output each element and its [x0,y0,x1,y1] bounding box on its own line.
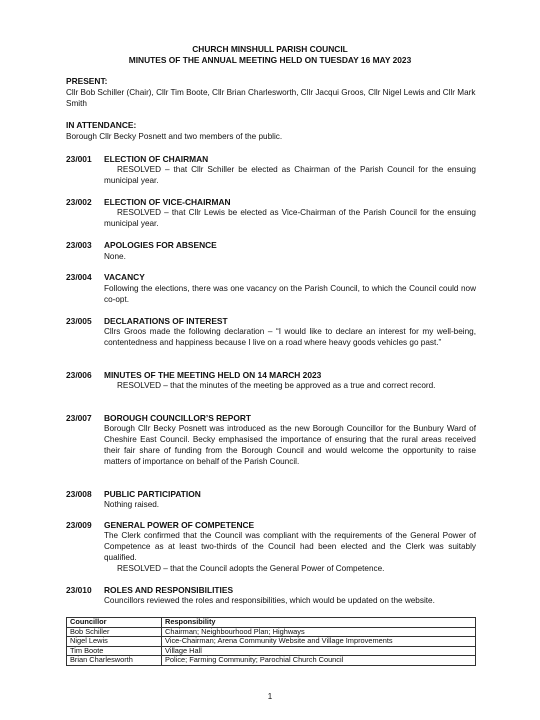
item-text: None. [104,252,126,261]
item-heading: DECLARATIONS OF INTEREST [104,316,228,326]
responsibility-cell: Police; Farming Community; Parochial Church Council [162,656,476,666]
attendance-text: Borough Cllr Becky Posnett and two members of the public. [66,132,283,141]
item-heading: ELECTION OF CHAIRMAN [104,154,209,164]
item-heading: GENERAL POWER OF COMPETENCE [104,520,255,530]
item-heading: APOLOGIES FOR ABSENCE [104,240,217,250]
item-number: 23/005 [66,316,92,326]
responsibility-cell: Vice-Chairman; Arena Community Website and Village Improvements [162,637,476,647]
item-number: 23/003 [66,240,92,250]
item-text: RESOLVED – that Cllr Schiller be elected as Chairman of the Parish Council for the ensuing municipal year. [104,165,476,185]
item-number: 23/010 [66,585,92,595]
item-heading: VACANCY [104,272,145,282]
responsibility-cell: Village Hall [162,646,476,656]
councillor-cell: Tim Boote [67,646,162,656]
item-text: Following the elections, there was one vacancy on the Parish Council, to which the Council could now co-opt. [104,284,476,304]
minutes-title: MINUTES OF THE ANNUAL MEETING HELD ON TUESDAY 16 MAY 2023 [128,55,412,65]
item-text: Cllrs Groos made the following declaration – “I would like to declare an interest for my well-being, contentedness and happiness because I live on a road where heavy goods vehicles go past.” [104,327,476,347]
column-header: Responsibility [162,618,476,628]
present-heading: PRESENT: [66,76,108,86]
item-text: The Clerk confirmed that the Council was compliant with the requirements of the General Power of Competence as at least two-thirds of the Council had been elected and the Clerk was suitably qualified. [104,531,476,562]
item-text: RESOLVED – that Cllr Lewis be elected as Vice-Chairman of the Parish Council for the ensuing municipal year. [104,208,476,228]
council-title: CHURCH MINSHULL PARISH COUNCIL [192,44,348,54]
councillor-cell: Nigel Lewis [67,637,162,647]
present-text: Cllr Bob Schiller (Chair), Cllr Tim Boote, Cllr Brian Charlesworth, Cllr Jacqui Groos, Cllr Nigel Lewis and Cllr Mark Smith [66,88,476,108]
item-text: Borough Cllr Becky Posnett was introduced as the new Borough Councillor for the Bunbury Ward of Cheshire East Council. Becky emphasised the importance of ensuring that the rural areas received their fair share of funding from the Borough Council and would welcome the opportunity to raise matters of importance on behalf of the Parish Council. [104,424,476,466]
item-number: 23/008 [66,489,92,499]
column-header: Councillor [67,618,162,628]
item-heading: MINUTES OF THE MEETING HELD ON 14 MARCH 2023 [104,370,322,380]
councillor-cell: Brian Charlesworth [67,656,162,666]
item-text: Councillors reviewed the roles and responsibilities, which would be updated on the website. [104,596,435,605]
attendance-heading: IN ATTENDANCE: [66,120,137,130]
page-number: 1 [267,692,273,701]
item-number: 23/002 [66,197,92,207]
responsibility-cell: Chairman; Neighbourhood Plan; Highways [162,627,476,637]
table-header-row [67,618,476,628]
item-resolution: RESOLVED – that the Council adopts the General Power of Competence. [117,564,385,573]
item-heading: ROLES AND RESPONSIBILITIES [104,585,234,595]
item-heading: ELECTION OF VICE-CHAIRMAN [104,197,231,207]
table-row [67,656,476,666]
responsibilities-table [66,617,476,666]
item-text: RESOLVED – that the minutes of the meeting be approved as a true and correct record. [117,381,436,390]
item-number: 23/006 [66,370,92,380]
table-row [67,637,476,647]
item-text: Nothing raised. [104,500,160,509]
councillor-cell: Bob Schiller [67,627,162,637]
item-heading: PUBLIC PARTICIPATION [104,489,201,499]
item-heading: BOROUGH COUNCILLOR’S REPORT [104,413,252,423]
item-number: 23/004 [66,272,92,282]
item-number: 23/001 [66,154,92,164]
item-number: 23/009 [66,520,92,530]
item-number: 23/007 [66,413,92,423]
